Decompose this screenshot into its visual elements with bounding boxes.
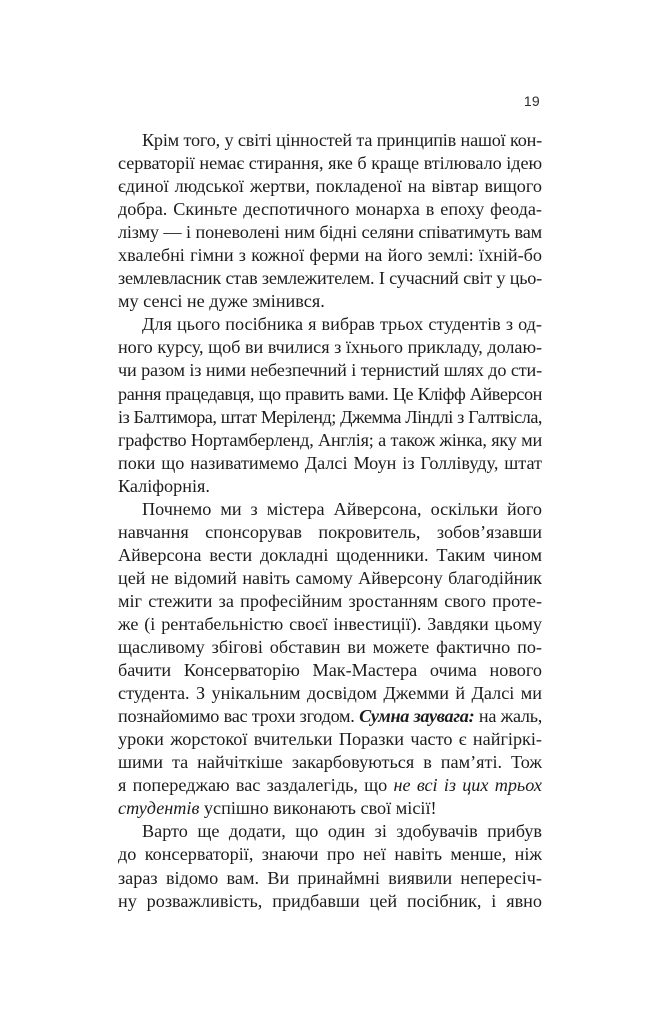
text-line [118,406,542,429]
text-run: цей не відомий навіть самому Айверсону благодійник [118,567,542,588]
text-line [118,267,542,290]
text-run: я попереджаю вас заздалегідь, що [118,775,394,796]
text-line [118,198,542,221]
text-line [118,429,542,452]
text-run: міг стежити за професійним зростанням свого проте- [118,590,542,611]
text-line [118,728,542,751]
text-line [118,820,542,843]
text-run: щасливому збігові обставин ви можете фактично по- [118,637,542,658]
text-line [118,521,542,544]
text-run: на жаль, [474,706,542,727]
text-run: із Балтимора, штат Меріленд; Джемма Ліндлі з Галтвісла, [118,406,542,427]
text-run: Варто ще додати, що один зі здобувачів прибув [142,821,542,842]
page-number: 19 [523,93,540,109]
text-line [118,613,542,636]
paragraph [118,129,542,313]
text-run: му сенсі не дуже змінився. [118,291,325,312]
text-line [118,659,542,682]
text-line [118,751,542,774]
text-run: ного курсу, щоб ви вчилися з їхнього прикладу, долаю- [118,337,542,358]
text-run: хвалебні гімни з кожної ферми на його землі: їхній-бо [118,245,542,266]
text-run: уроки жорстокої вчительки Поразки часто є найгіркі- [118,729,542,750]
text-run: поки що називатимемо Далсі Моун із Голлівуду, штат [118,452,542,473]
text-run: познайомимо вас трохи згодом. [118,706,360,727]
text-run: Каліфорнія. [118,475,210,496]
text-run: до консерваторії, знаючи про неї навіть менше, ніж [118,844,542,865]
text-run: лізму — і поневолені ним бідні селяни співатимуть вам [118,222,542,243]
text-line [118,774,542,797]
text-run: серваторії немає стирання, яке б краще втілювало ідею [118,153,542,174]
text-line [118,129,542,152]
paragraph [118,313,542,497]
text-run: зараз відомо вам. Ви принаймні виявили непересіч- [118,867,542,888]
text-line [118,636,542,659]
text-line [118,567,542,590]
text-line [118,498,542,521]
text-line [118,890,542,913]
text-run: Для цього посібника я вибрав трьох студентів з од- [142,314,542,335]
text-run: Крім того, у світі цінностей та принципів нашої кон- [142,130,542,150]
text-run: землевласник став землежителем. І сучасний світ у цьо- [118,268,542,289]
italic-phrase: не всі із цих трьох [393,775,543,796]
text-line [118,452,542,475]
text-line [118,244,542,267]
text-run: успішно виконають свої місії! [199,798,437,819]
body-text [118,129,542,913]
text-line [118,359,542,382]
italic-phrase: студентів [118,798,200,819]
text-line [118,867,542,890]
text-run: чи разом із ними небезпечний і тернистий шлях до сти- [118,360,542,381]
paragraph [118,498,542,821]
text-line [118,590,542,613]
text-line [118,221,542,244]
text-run: бачити Консерваторію Мак-Мастера очима нового [118,660,542,681]
text-line [118,313,542,336]
text-line [118,175,542,198]
text-run: Почнемо ми з містера Айверсона, оскільки його [142,498,542,519]
text-run: ну розважливість, придбавши цей посібник, і явно [118,890,542,911]
text-run: Айверсона вести докладні щоденники. Таким чином [118,544,542,565]
text-run: добра. Скиньте деспотичного монарха в епоху феода- [118,199,542,220]
text-run: графство Нортамберленд, Англія; а також жінка, яку ми [118,429,542,450]
text-line [118,290,542,313]
text-run: шими та найчіткіше закарбовуються в пам’яті. Тож [118,752,542,773]
bold-italic-phrase: Сумна заувага: [359,706,475,727]
text-line [118,705,542,728]
text-line [118,843,542,866]
text-line [118,475,542,498]
text-line [118,682,542,705]
text-line [118,152,542,175]
text-line [118,797,542,820]
text-run: навчання спонсорував покровитель, зобов’язавши [118,521,542,542]
text-run: студента. З унікальним досвідом Джемми й Далсі ми [118,683,542,704]
text-run: рання працедавця, що править вами. Це Кліфф Айверсон [118,383,542,404]
paragraph [118,820,542,912]
text-line [118,336,542,359]
text-line [118,383,542,406]
text-line [118,544,542,567]
text-run: єдиної людської жертви, покладеної на вівтар вищого [118,176,542,197]
text-run: же (і рентабельністю своєї інвестиції). Завдяки цьому [118,613,542,634]
